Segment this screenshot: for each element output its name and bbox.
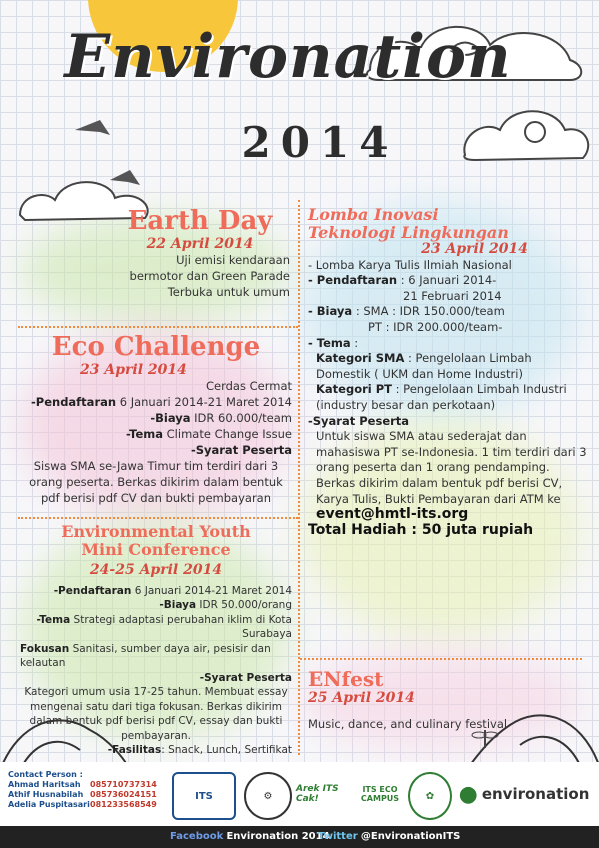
youth-biaya-row: [20, 598, 292, 613]
twitter-link[interactable]: [318, 826, 460, 848]
eco-pendaftaran-label: -Pendaftaran: [31, 395, 117, 409]
eco-tema-label: -Tema: [126, 427, 163, 441]
lomba-kat-pt-row: [308, 382, 588, 413]
twitter-value: @EnvironationITS: [360, 831, 461, 842]
contact-phone: 085736024151: [90, 790, 157, 799]
eco-pendaftaran-value: 6 Januari 2014-21 Maret 2014: [119, 395, 292, 409]
cloud-right-icon: [455, 100, 595, 170]
social-bar: [0, 826, 599, 848]
enfest-desc: Music, dance, and culinary festival: [308, 717, 508, 731]
eco-challenge-subtitle: Cerdas Cermat: [205, 379, 292, 393]
earth-day-section: [110, 206, 290, 300]
arek-its-logo: Arek ITS Cak!: [296, 784, 339, 804]
lomba-kat-sma-label: Kategori SMA: [316, 351, 405, 366]
youth-fasilitas-value: Snack, Lunch, Sertifikat: [168, 744, 292, 756]
gear-logo-icon: ⚙: [244, 772, 292, 820]
enfest-section: [308, 668, 583, 732]
enfest-title: ENfest: [308, 667, 384, 691]
youth-syarat-label: -Syarat Peserta: [199, 671, 292, 684]
poster-title: Environation: [64, 22, 512, 92]
lomba-kat-pt-value: : Pengelolaan Limbah Industri (industry besar dan perkotaan): [316, 382, 567, 412]
earth-day-line: Uji emisi kendaraan: [176, 253, 290, 267]
youth-conf-title-2: Mini Conference: [81, 540, 231, 559]
facebook-value: Environation 2014: [226, 831, 330, 842]
leaf-seal-icon: ✿: [408, 772, 452, 820]
dragonfly-icon: [470, 728, 500, 750]
facebook-link[interactable]: [170, 826, 330, 848]
eco-challenge-title: Eco Challenge: [51, 332, 261, 362]
youth-conf-section: [20, 523, 292, 758]
lomba-hadiah: Total Hadiah : 50 juta rupiah: [308, 521, 534, 538]
contact-row: [8, 800, 157, 810]
lomba-section: [308, 206, 588, 538]
lomba-biaya-label: - Biaya: [308, 304, 353, 319]
divider-earth-eco: [18, 326, 298, 328]
its-logo: ITS: [172, 772, 236, 820]
contact-name: Adelia Puspitasari: [8, 800, 90, 809]
earth-day-line: Terbuka untuk umum: [167, 285, 290, 299]
earth-day-date: 22 April 2014: [146, 236, 254, 252]
lomba-tema-label: - Tema: [308, 335, 351, 350]
lomba-pendaftaran-label: - Pendaftaran: [308, 273, 398, 288]
eco-campus-logo: ITS ECO CAMPUS: [360, 785, 400, 803]
youth-pendaftaran-label: -Pendaftaran: [53, 584, 132, 597]
lomba-biaya-value-2: PT : IDR 200.000/team-: [368, 319, 503, 334]
divider-eco-youth: [18, 517, 298, 519]
youth-fokusan-row: [20, 642, 292, 671]
earth-day-line: bermotor dan Green Parade: [129, 269, 290, 283]
lomba-biaya-value: : SMA : IDR 150.000/team: [355, 304, 505, 319]
contact-phone: 085710737314: [90, 780, 157, 789]
environation-logo-text: environation: [481, 785, 590, 803]
eco-syarat-label: -Syarat Peserta: [190, 443, 292, 457]
youth-tema-label: -Tema: [36, 613, 71, 626]
eco-syarat-text: Siswa SMA se-Jawa Timur tim terdiri dari 3 orang peserta. Berkas dikirim dalam bentuk pdf berisi pdf CV dan bukti pembayaran: [29, 459, 283, 505]
youth-fokusan-value: Sanitasi, sumber daya air, pesisir dan kelautan: [20, 642, 271, 669]
eco-challenge-date: 23 April 2014: [80, 362, 187, 378]
column-divider: [298, 200, 300, 755]
contact-phone: 081233568549: [90, 800, 157, 809]
divider-lomba-enfest: [300, 658, 582, 660]
lomba-tema-colon: :: [354, 335, 359, 350]
eco-biaya-label: -Biaya: [150, 411, 191, 425]
environation-logo-icon: ●: [458, 781, 478, 807]
eco-biaya-value: IDR 60.000/team: [194, 411, 292, 425]
youth-fasilitas-label: -Fasilitas: [107, 744, 162, 756]
eco-biaya-row: [20, 410, 292, 426]
contact-row: [8, 790, 157, 800]
youth-tema-value: Strategi adaptasi perubahan iklim di Kota Surabaya: [73, 613, 292, 640]
youth-conf-date: 24-25 April 2014: [89, 562, 223, 578]
facebook-label: Facebook: [170, 831, 224, 842]
enfest-date: 25 April 2014: [308, 690, 415, 706]
lomba-tema-row: [308, 336, 588, 352]
lomba-kat-pt-label: Kategori PT: [316, 382, 392, 397]
eco-challenge-section: [20, 332, 292, 506]
lomba-syarat-text: Untuk siswa SMA atau sederajat dan mahasiswa PT se-Indonesia. 1 tim terdiri dari 3 orang peserta dan 1 orang pendamping. Berkas dikirim dalam bentuk pdf berisi CV, Karya Tulis, Bukti Pembayaran dari ATM ke: [316, 429, 587, 506]
contact-block: [8, 770, 157, 810]
lomba-lktin: - Lomba Karya Tulis Ilmiah Nasional: [308, 257, 512, 272]
youth-tema-row: [20, 613, 292, 642]
contact-label: Contact Person :: [8, 770, 83, 779]
lomba-kat-sma-row: [308, 351, 588, 382]
eco-tema-row: [20, 426, 292, 442]
lomba-syarat-row: [308, 429, 588, 523]
youth-pendaftaran-value: 6 Januari 2014-21 Maret 2014: [134, 584, 292, 597]
lomba-email: event@hmtl-its.org: [316, 506, 469, 523]
lomba-pendaftaran-value: : 6 Januari 2014-: [400, 273, 497, 288]
environation-logo: [456, 772, 592, 816]
contact-name: Ahmad Haritsah: [8, 780, 81, 789]
earth-day-title: Earth Day: [127, 206, 273, 236]
youth-biaya-label: -Biaya: [159, 599, 197, 611]
youth-fokusan-label: Fokusan: [20, 642, 70, 655]
contact-row: [8, 780, 157, 790]
lomba-syarat-label: -Syarat Peserta: [308, 413, 410, 428]
youth-biaya-value: IDR 50.000/orang: [199, 599, 292, 611]
contact-name: Athif Husnabilah: [8, 790, 84, 799]
lomba-kat-sma-value: : Pengelolaan Limbah Domestik ( UKM dan Home Industri): [316, 351, 532, 381]
lomba-title-1: Lomba Inovasi: [308, 205, 439, 224]
eco-pendaftaran-row: [20, 394, 292, 410]
lomba-date: 23 April 2014: [421, 241, 528, 257]
youth-conf-title-1: Environmental Youth: [61, 522, 251, 541]
youth-pendaftaran-row: [20, 584, 292, 599]
poster-year: 2014: [241, 118, 399, 167]
lomba-biaya-row: [308, 304, 588, 320]
youth-fasilitas-row: -Fasilitas: Snack, Lunch, Sertifikat: [107, 744, 292, 756]
eco-tema-value: Climate Change Issue: [166, 427, 292, 441]
youth-syarat-text: Kategori umum usia 17-25 tahun. Membuat essay mengenai satu dari tiga fokusan. Berkas dikirim dalam bentuk pdf berisi pdf CV, essay dan bukti pembayaran.: [24, 686, 288, 742]
lomba-pendaftaran-value-2: 21 Februari 2014: [403, 288, 502, 303]
birds-icon: [70, 110, 160, 200]
twitter-label: Twitter: [318, 831, 358, 842]
lomba-title-2: Teknologi Lingkungan: [308, 223, 509, 242]
lomba-pendaftaran-row: [308, 273, 588, 289]
